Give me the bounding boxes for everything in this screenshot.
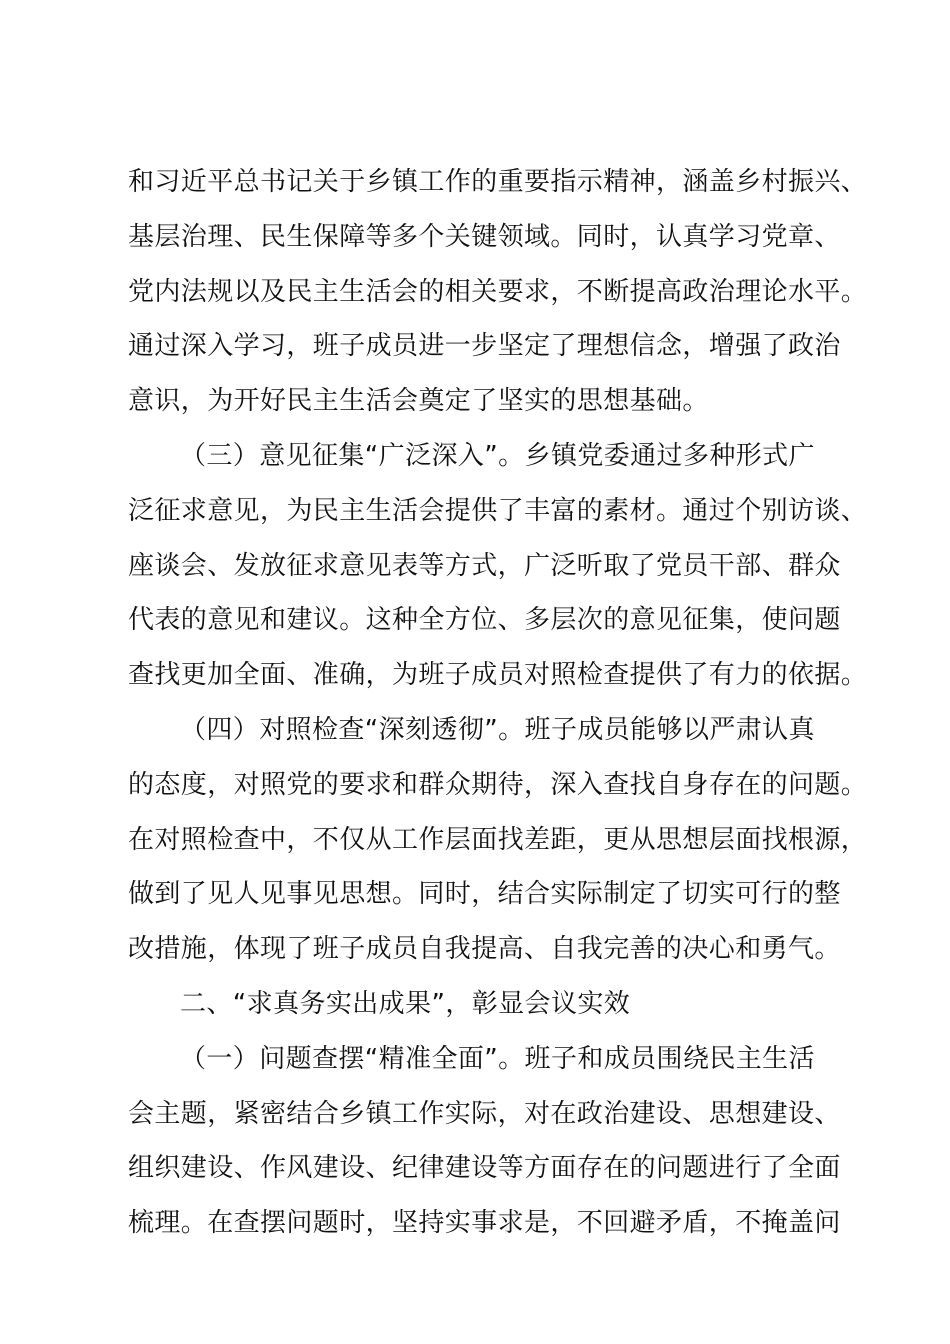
- text-line: 在对照检查中，不仅从工作层面找差距，更从思想层面找根源，: [128, 824, 868, 855]
- paragraph-start-line: （四）对照检查“深刻透彻”。班子成员能够以严肃认真: [180, 714, 815, 745]
- text-line: 通过深入学习，班子成员进一步坚定了理想信念，增强了政治: [128, 331, 841, 362]
- document-body: [128, 155, 868, 1251]
- text-line: 梳理。在查摆问题时，坚持实事求是，不回避矛盾，不掩盖问: [128, 1208, 841, 1239]
- text-line: 组织建设、作风建设、纪律建设等方面存在的问题进行了全面: [128, 1153, 841, 1184]
- text-line: 会主题，紧密结合乡镇工作实际，对在政治建设、思想建设、: [128, 1098, 841, 1129]
- text-line: 座谈会、发放征求意见表等方式，广泛听取了党员干部、群众: [128, 550, 841, 581]
- paragraph-start-line: （一）问题查摆“精准全面”。班子和成员围绕民主生活: [180, 1043, 815, 1074]
- text-line: 和习近平总书记关于乡镇工作的重要指示精神，涵盖乡村振兴、: [128, 167, 868, 197]
- paragraph-start-line: （三）意见征集“广泛深入”。乡镇党委通过多种形式广: [180, 440, 815, 471]
- text-line: 代表的意见和建议。这种全方位、多层次的意见征集，使问题: [128, 605, 841, 636]
- text-line: 的态度，对照党的要求和群众期待，深入查找自身存在的问题。: [128, 769, 868, 800]
- section-heading: 二、“求真务实出成果”，彰显会议实效: [180, 988, 631, 1019]
- text-line: 改措施，体现了班子成员自我提高、自我完善的决心和勇气。: [128, 934, 841, 965]
- text-line: 意识，为开好民主生活会奠定了坚实的思想基础。: [128, 386, 709, 417]
- text-line: 泛征求意见，为民主生活会提供了丰富的素材。通过个别访谈、: [128, 495, 868, 526]
- text-line: 做到了见人见事见思想。同时，结合实际制定了切实可行的整: [128, 879, 841, 910]
- text-line: 查找更加全面、准确，为班子成员对照检查提供了有力的依据。: [128, 660, 868, 691]
- text-line: 党内法规以及民主生活会的相关要求，不断提高政治理论水平。: [128, 276, 868, 307]
- text-line: 基层治理、民生保障等多个关键领域。同时，认真学习党章、: [128, 221, 841, 252]
